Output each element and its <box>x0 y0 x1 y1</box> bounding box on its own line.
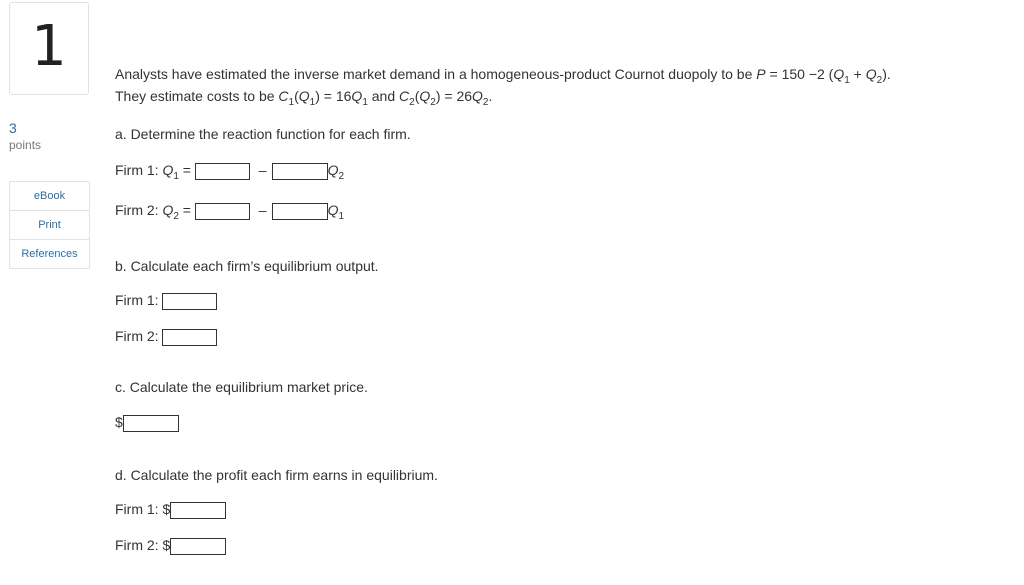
firm2-label: Firm 2: $ <box>115 537 171 553</box>
prompt-text: ). <box>882 66 891 82</box>
part-a-firm2-row <box>115 202 344 222</box>
firm2-output-input[interactable] <box>162 329 217 346</box>
tools-panel <box>9 181 90 269</box>
question-number: 1 <box>31 13 67 79</box>
equals-sign: = <box>178 162 191 178</box>
firm1-label: Firm 1: <box>115 292 159 308</box>
part-d-firm1-row <box>115 501 226 519</box>
q-var: Q <box>351 88 363 104</box>
prompt-line-1 <box>115 66 891 86</box>
prompt-text: ) <box>315 88 320 104</box>
q-var: Q <box>327 202 339 218</box>
subscript: 2 <box>409 97 415 108</box>
q-var: Q <box>162 162 174 178</box>
q-var: Q <box>419 88 431 104</box>
price-var: P <box>756 66 766 82</box>
q-var: Q <box>162 202 174 218</box>
q-var: Q <box>865 66 877 82</box>
firm1-label: Firm 1: <box>115 162 163 178</box>
c-var: C <box>278 88 289 104</box>
q-var: Q <box>472 88 483 104</box>
currency-symbol: $ <box>115 414 123 430</box>
firm1-profit-input[interactable] <box>170 502 226 519</box>
part-d-heading: d. Calculate the profit each firm earns in equilibrium. <box>115 467 438 483</box>
prompt-text: ) <box>435 88 441 104</box>
subscript: 2 <box>430 97 436 108</box>
c-var: C <box>399 88 410 104</box>
points-label: points <box>9 138 42 152</box>
prompt-text: ( <box>414 88 420 104</box>
subscript: 2 <box>876 75 883 86</box>
prompt-text: = 26 <box>440 88 473 104</box>
prompt-line-2 <box>115 88 492 108</box>
part-b-heading: b. Calculate each firm’s equilibrium output. <box>115 258 379 274</box>
points-value: 3 <box>9 120 17 136</box>
q-var: Q <box>833 66 845 82</box>
question-number-box <box>9 2 89 95</box>
prompt-text: . <box>488 88 493 104</box>
firm1-intercept-input[interactable] <box>195 163 250 180</box>
part-b-firm2-row <box>115 328 217 346</box>
firm2-label: Firm 2: <box>115 202 163 218</box>
prompt-text: = 150 −2 ( <box>765 66 834 82</box>
part-a-heading: a. Determine the reaction function for each firm. <box>115 126 411 142</box>
market-price-input[interactable] <box>123 415 179 432</box>
subscript: 1 <box>844 75 850 86</box>
q-var: Q <box>327 162 339 178</box>
firm2-profit-input[interactable] <box>170 538 226 555</box>
firm2-slope-input[interactable] <box>272 203 328 220</box>
prompt-text: Analysts have estimated the inverse market demand in a homogeneous-product Cournot duopoly to be <box>115 66 757 82</box>
part-a-firm1-row <box>115 162 344 182</box>
minus-sign: – <box>258 162 267 178</box>
ebook-link[interactable]: eBook <box>10 182 89 211</box>
minus-sign: – <box>258 202 267 218</box>
references-link[interactable]: References <box>21 248 78 260</box>
firm1-label: Firm 1: $ <box>115 501 171 517</box>
part-b-firm1-row <box>115 292 217 310</box>
subscript: 1 <box>362 97 368 108</box>
part-c-row <box>115 414 179 432</box>
prompt-text: + <box>849 66 866 82</box>
subscript: 1 <box>309 97 316 108</box>
subscript: 1 <box>338 211 345 222</box>
subscript: 2 <box>482 97 489 108</box>
subscript: 2 <box>338 171 345 182</box>
subscript: 2 <box>173 211 179 222</box>
part-c-heading: c. Calculate the equilibrium market price. <box>115 379 368 395</box>
equals-sign: = <box>178 202 191 218</box>
firm2-intercept-input[interactable] <box>195 203 250 220</box>
part-d-firm2-row <box>115 537 226 555</box>
firm1-output-input[interactable] <box>162 293 217 310</box>
firm2-label: Firm 2: <box>115 328 159 344</box>
prompt-text: ( <box>294 88 299 104</box>
subscript: 1 <box>173 171 179 182</box>
print-link[interactable]: Print <box>10 211 89 240</box>
prompt-text: and <box>367 88 400 104</box>
subscript: 1 <box>288 97 295 108</box>
prompt-text: They estimate costs to be <box>115 88 279 104</box>
firm1-slope-input[interactable] <box>272 163 328 180</box>
prompt-text: = 16 <box>319 88 352 104</box>
q-var: Q <box>298 88 310 104</box>
